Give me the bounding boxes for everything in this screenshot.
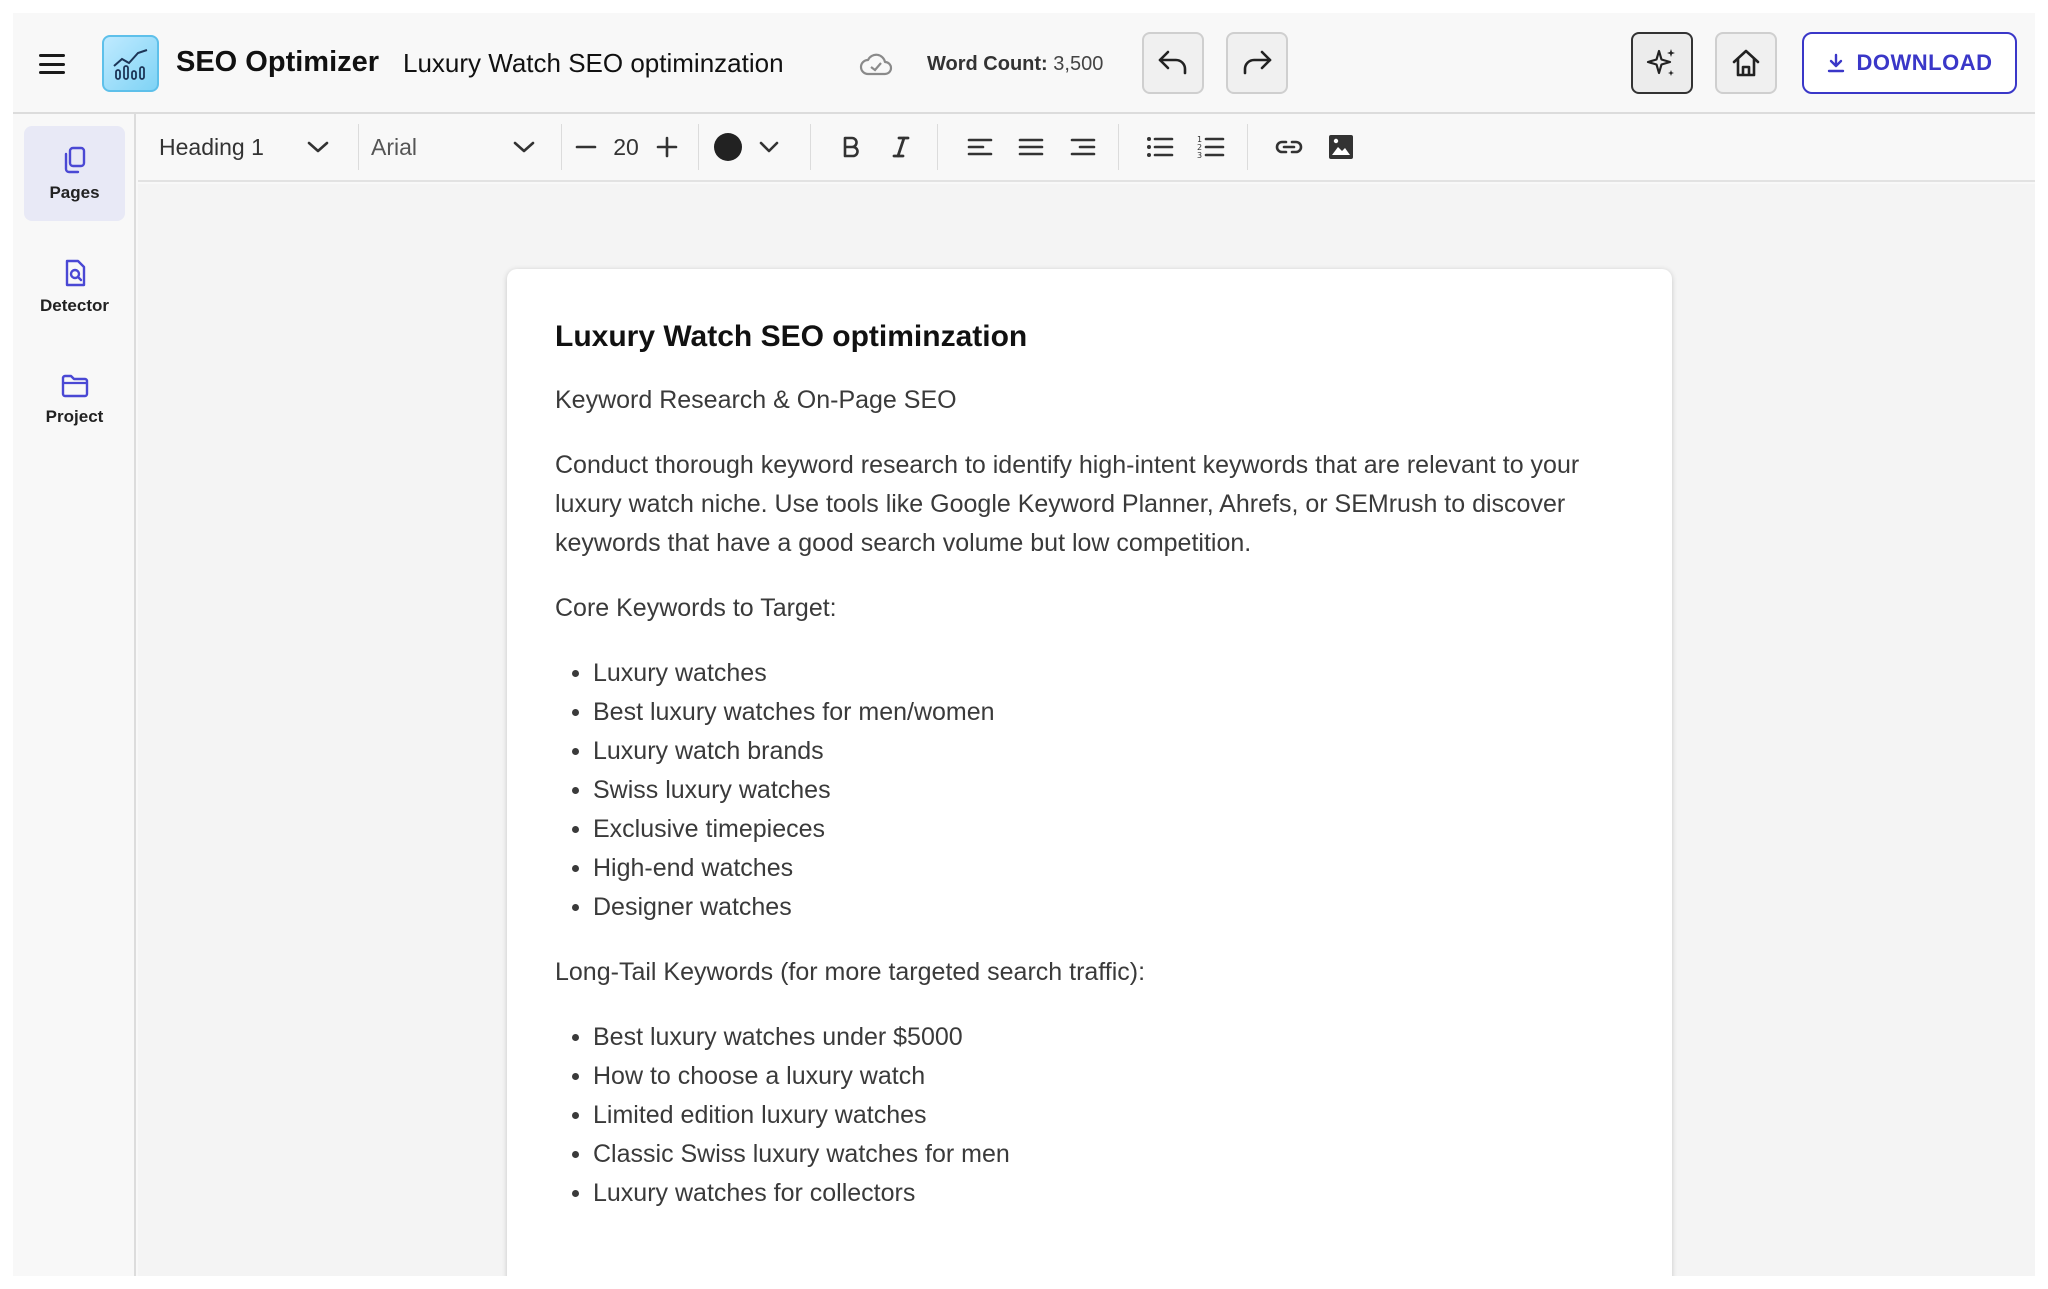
decrease-font-size-button[interactable] [566,127,606,167]
home-icon [1730,47,1762,79]
list-item[interactable]: Limited edition luxury watches [569,1096,1624,1135]
list-item[interactable]: Swiss luxury watches [569,771,1624,810]
sidebar-item-label: Detector [40,295,109,315]
core-keywords-list [555,654,1624,927]
link-icon [1274,138,1304,156]
list-item[interactable]: High-end watches [569,849,1624,888]
document-intro-paragraph[interactable]: Conduct thorough keyword research to identify high-intent keywords that are relevant to your luxury watch niche. Use tools like Google Keyword Planner, Ahrefs, or SEMrush to discover keywords that have a good search volume but low competition. [555,451,1580,557]
word-count-value: 3,500 [1053,53,1104,75]
redo-button[interactable] [1226,32,1288,94]
download-label: DOWNLOAD [1856,50,1993,75]
list-item[interactable]: How to choose a luxury watch [569,1057,1624,1096]
insert-link-button[interactable] [1269,127,1309,167]
list-item[interactable]: Luxury watch brands [569,732,1624,771]
font-family-select[interactable] [358,114,555,180]
svg-text:1: 1 [1197,135,1203,144]
pages-icon [61,145,89,175]
sidebar-item-project[interactable] [24,352,125,447]
word-count [927,51,1103,77]
align-left-icon [967,136,993,158]
longtail-keywords-list [555,1018,1624,1213]
ai-sparkle-button[interactable] [1631,32,1693,94]
list-item[interactable]: Exclusive timepieces [569,810,1624,849]
editor-canvas [138,184,2035,1276]
sidebar-item-label: Pages [49,182,100,202]
svg-text:3: 3 [1197,151,1203,160]
font-size-value[interactable]: 20 [613,133,639,160]
italic-icon [891,135,911,159]
word-count-label: Word Count: [927,53,1048,75]
undo-button[interactable] [1142,32,1204,94]
list-item[interactable]: Designer watches [569,888,1624,927]
align-right-button[interactable] [1063,127,1103,167]
left-sidebar [13,114,136,1276]
color-swatch [714,133,742,161]
align-left-button[interactable] [960,127,1000,167]
font-family-value: Arial [371,133,418,160]
plus-icon [656,136,678,158]
app-logo [102,35,159,92]
chevron-down-icon [512,139,536,155]
bold-button[interactable] [831,127,871,167]
align-center-icon [1018,136,1044,158]
longtail-keywords-heading[interactable]: Long-Tail Keywords (for more targeted search traffic): [555,958,1146,986]
bullet-list-button[interactable] [1140,127,1180,167]
align-right-icon [1070,136,1096,158]
chevron-down-icon [306,139,330,155]
insert-image-button[interactable] [1321,127,1361,167]
formatting-toolbar [138,114,2035,182]
list-item[interactable]: Best luxury watches for men/women [569,693,1624,732]
align-center-button[interactable] [1011,127,1051,167]
block-style-select[interactable] [159,114,355,180]
sidebar-item-detector[interactable] [24,239,125,334]
sidebar-item-label: Project [45,406,104,426]
detector-icon [61,258,89,288]
numbered-list-icon [1197,134,1225,160]
top-bar [13,13,2035,114]
download-icon [1827,53,1845,73]
folder-icon [60,373,90,399]
cloud-sync-icon [858,49,894,79]
undo-icon [1156,48,1190,78]
minus-icon [575,136,597,158]
sparkle-icon [1645,46,1679,80]
list-item[interactable]: Luxury watches for collectors [569,1174,1624,1213]
redo-icon [1240,48,1274,78]
increase-font-size-button[interactable] [647,127,687,167]
bold-icon [841,135,861,159]
document-heading[interactable]: Luxury Watch SEO optiminzation [555,320,1028,353]
app-name: SEO Optimizer [176,46,380,78]
sidebar-item-pages[interactable] [24,126,125,221]
home-button[interactable] [1715,32,1777,94]
hamburger-menu-icon[interactable] [37,49,67,79]
document-page[interactable] [507,269,1672,1276]
list-item[interactable]: Luxury watches [569,654,1624,693]
core-keywords-heading[interactable]: Core Keywords to Target: [555,594,837,622]
bullet-list-icon [1146,135,1174,159]
italic-button[interactable] [881,127,921,167]
list-item[interactable]: Classic Swiss luxury watches for men [569,1135,1624,1174]
numbered-list-button[interactable] [1191,127,1231,167]
document-title[interactable]: Luxury Watch SEO optiminzation [403,48,784,78]
text-color-picker[interactable] [714,114,788,180]
image-icon [1328,134,1354,160]
svg-text:2: 2 [1197,143,1203,152]
download-button[interactable] [1802,32,2017,94]
app-window [13,13,2035,1276]
document-subheading[interactable]: Keyword Research & On-Page SEO [555,386,957,414]
chevron-down-icon [758,140,780,154]
block-style-value: Heading 1 [159,133,264,160]
list-item[interactable]: Best luxury watches under $5000 [569,1018,1624,1057]
